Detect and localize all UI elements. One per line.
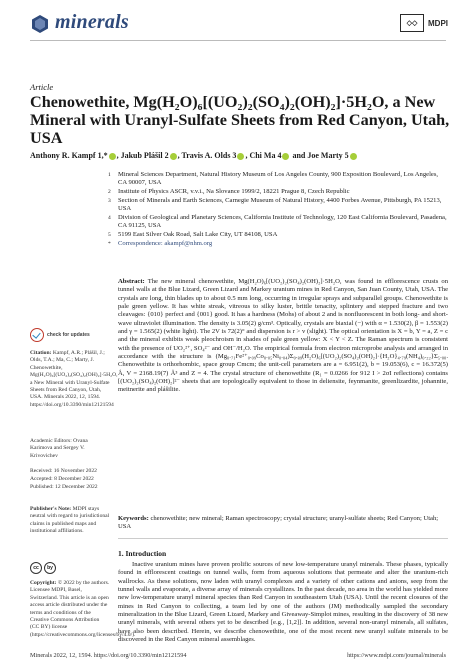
copyright: Copyright: © 2022 by the authors. Licensee MDPI, Basel, Switzerland. This article is an open access article distributed under the terms and conditions of the Creative Commons Attribution (CC BY) license (https://creativecommons.org/licenses/by/4.0/). [30, 580, 136, 638]
publisher-logo: ◇◇ MDPI [400, 14, 448, 32]
orcid-icon[interactable] [237, 153, 244, 160]
orcid-icon[interactable] [282, 153, 289, 160]
article-type: Article [30, 82, 54, 92]
abstract-text: The new mineral chenowethite, Mg(H₂O)₆[(UO₂)₂(SO₄)₂(OH)₂]·5H₂O, was found in efflorescence crusts on tunnel walls at the Blue Lizard, Green Lizard and Markey uranium mines in Red Canyon, San Juan County, Utah, USA. The crystals are long, thin blades up to about 0.5 mm long, occurring in irregular sprays and subparallel groups. Chenowethite is pale green yellow. It has white streak, vitreous to silky luster, brittle tenacity, splintery and stepped fracture and two cleavages: {010} perfect and {001} good. It has a hardness (Mohs) of about 2 and is nonfluorescent in both long- and short-wave ultraviolet illumination. The density is 3.05(2) g/cm³. Optically, crystals are biaxial (−) with α = 1.530(2), β = 1.553(2) and γ = 1.565(2) (white light). The 2V is 72(2)° and dispersion is r > v (slight). The optical orientation is X = b, Y = a, Z = c and the mineral exhibits weak pleochroism in shades of pale green yellow: X < Y < Z. The Raman spectrum is consistent with the presence of UO₂²⁺, SO₄²⁻ and OH⁻/H₂O. The empirical formula from electron microprobe analysis and arranged in accordance with the structure is (Mg₀.₇₁Fe²⁺₀.₀₉Co₀.₀₅Ni₀.₀₄)Σ₀.₈₉(H₂O)₆[(UO₂)₂(SO₄)₂(OH)₂]·{H₂O}₄.₇₉(NH₄)₀.₂₂}Σ₅.₀₀. Chenowethite is orthorhombic, space group Cmcm; the unit-cell parameters are a = 6.951(2), b = 19.053(6), c = 16.372(5) Å, V = 2168.19(7) Å³ and Z = 4. The crystal structure of chenowethite (R₁ = 0.0266 for 912 I > 2σI reflections) contains [(UO₂)₂(SO₄)₂(OH)₂]²⁻ sheets that are topologically equivalent to those in deliensite, feynmanite, greenlizardite, johannite, meitnerite and plášilite. [118, 278, 448, 394]
citation-block: Citation: Kampf, A.R.; Plášil, J.; Olds, T.A.; Ma, C.; Marty, J. Chenowethite, Mg(H₂O)₆[(UO₂)₂(SO₄)₂(OH)₂]·5H₂O, a New Mineral with Uranyl-Sulfate Sheets from Red Canyon, Utah, USA. Minerals 2022, 12, 1594. https://doi.org/10.3390/min12121594 [30, 350, 118, 408]
journal-name: minerals [55, 11, 129, 33]
by-icon: by [44, 562, 56, 574]
author[interactable]: Anthony R. Kampf 1,* [30, 151, 108, 160]
author-list: Anthony R. Kampf 1,* , Jakub Plášil 2 , Travis A. Olds 3 , Chi Ma 4 and Joe Marty 5 [30, 151, 450, 160]
intro-paragraph: Inactive uranium mines have proven prolific sources of new low-temperature uranyl minerals. These phases, typically found in efflorescent coatings on tunnel walls, form from aqueous solutions that permeate and alter the uranium-rich wallrocks. As these solutions, now laden with uranyl complexes and a variety of other cations and anions, seep from the tunnel walls and evaporate, a diverse array of minerals crystallizes. In the past decade, no area in the world has yielded more new low-temperature uranyl mineral species than Red Canyon in southeastern Utah (USA). Until the recent closures of the mines in Red Canyon to collecting, a team led by one of the authors (JM) methodically sampled the secondary mineralization in the Blue Lizard, Green Lizard, Markey and Giveaway-Simplot mines, resulting in the discovery of 38 new uranyl minerals, with several others yet to be described [e.g., [1,2]]. In addition, several non-uranyl minerals, all sulfates, have also been described. Herein, we describe chenowethite, one of the most recent new uranyl sulfate minerals to be discovered in the Red Canyon mineral assemblages. [118, 561, 448, 644]
check-updates-icon [30, 328, 44, 342]
orcid-icon[interactable] [350, 153, 357, 160]
published-date: Published: 12 December 2022 [30, 484, 98, 490]
author[interactable]: Chi Ma 4 [249, 151, 282, 160]
publisher-note: Publisher's Note: MDPI stays neutral with regard to jurisdictional claims in published maps and institutional affiliations. [30, 506, 110, 535]
affiliation: 1 Mineral Sciences Department, Natural History Museum of Los Angeles County, 900 Exposition Boulevard, Los Angeles, CA 90007, USA [108, 171, 439, 187]
keywords-label: Keywords: [118, 515, 149, 522]
correspondence: * Correspondence: akampf@nhm.org [108, 240, 213, 247]
mdpi-icon: ◇◇ [400, 14, 424, 32]
accepted-date: Accepted: 8 December 2022 [30, 476, 94, 482]
footer-citation[interactable]: Minerals 2022, 12, 1594. https://doi.org/10.3390/min12121594 [30, 652, 187, 659]
section-divider [118, 538, 448, 539]
affiliation: 2 Institute of Physics ASCR, v.v.i., Na Slovance 1999/2, 18221 Prague 8, Czech Republic [108, 188, 350, 195]
keywords [118, 515, 448, 532]
cc-icon: cc [30, 562, 42, 574]
paper-title: Chenowethite, Mg(H₂O)₆[(UO₂)₂(SO₄)₂(OH)₂]·5H₂O, a New Mineral with Uranyl-Sulfate Sheets from Red Canyon, Utah, USA [30, 93, 450, 147]
author[interactable]: Jakub Plášil 2 [120, 151, 169, 160]
affiliation: 5 5199 East Silver Oak Road, Salt Lake City, UT 84108, USA [108, 231, 278, 238]
orcid-icon[interactable] [109, 153, 116, 160]
keywords-text: chenowethite; new mineral; Raman spectroscopy; crystal structure; uranyl-sulfate sheets; Red Canyon; Utah; USA [118, 515, 439, 531]
affiliation: 3 Section of Minerals and Earth Sciences, Carnegie Museum of Natural History, 4400 Forbes Avenue, Pittsburgh, PA 15213, USA [108, 197, 442, 213]
academic-editors: Academic Editors: Ovana Karimova and Sergey V. Krivovichev [30, 438, 88, 459]
abstract-label: Abstract: [118, 278, 145, 285]
received-date: Received: 16 November 2022 [30, 468, 97, 474]
cc-license-badge[interactable] [30, 562, 56, 574]
author[interactable]: Travis A. Olds 3 [181, 151, 237, 160]
footer-journal-url[interactable]: https://www.mdpi.com/journal/minerals [347, 652, 446, 659]
section-heading: 1. Introduction [118, 549, 167, 558]
journal-logo-icon [30, 14, 50, 34]
affiliation: 4 Division of Geological and Planetary Sciences, California Institute of Technology, 120 East California Boulevard, Pasadena, CA 91125, USA [108, 214, 447, 230]
orcid-icon[interactable] [170, 153, 177, 160]
check-updates-button[interactable]: check for updates [30, 328, 90, 342]
author[interactable]: Joe Marty 5 [307, 151, 349, 160]
header-rule [30, 40, 446, 41]
page-footer [30, 652, 446, 659]
abstract [118, 278, 448, 395]
